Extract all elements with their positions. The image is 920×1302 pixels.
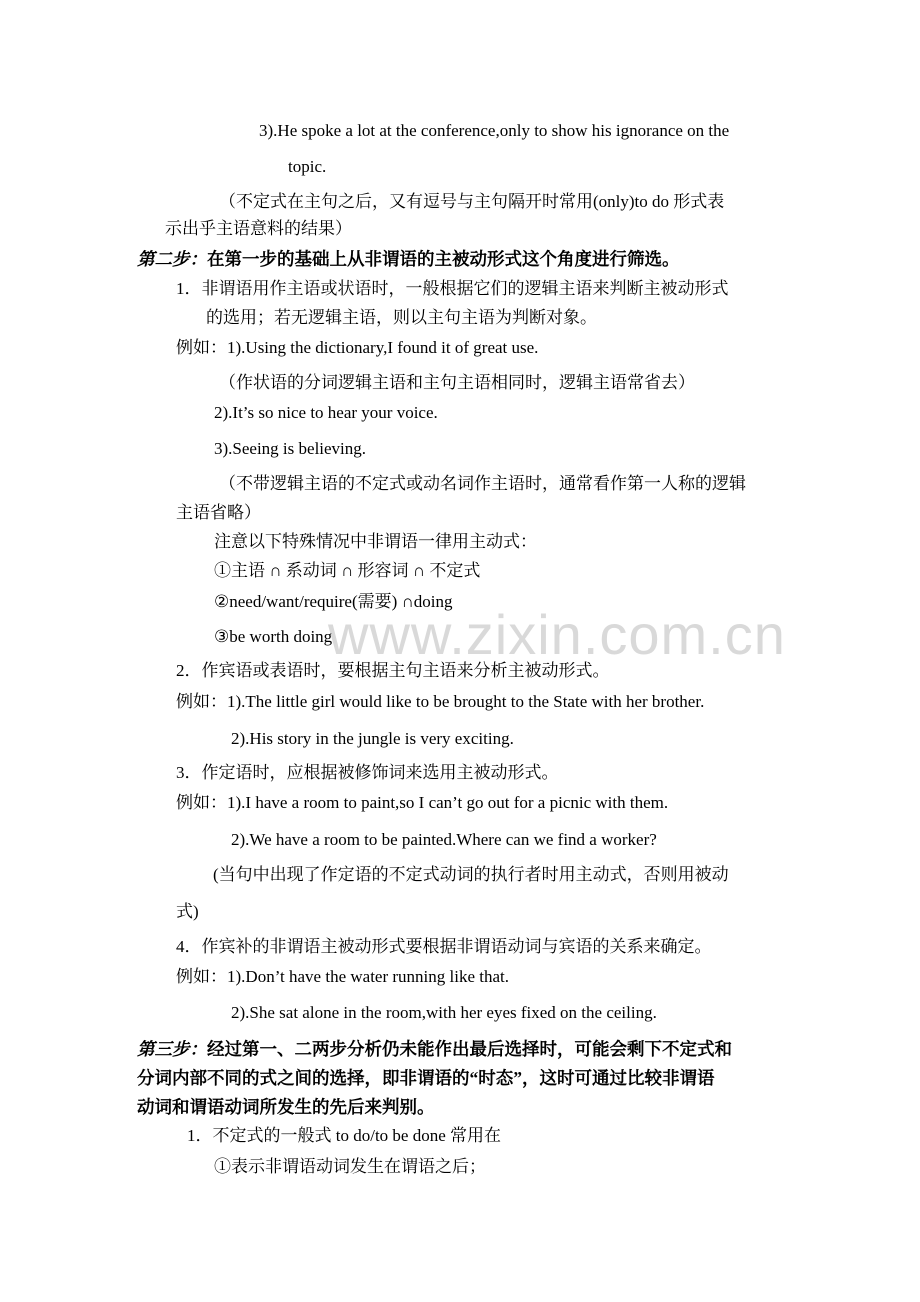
rule-3: 3．作定语时，应根据被修饰词来选用主被动形式。 (176, 763, 559, 782)
step-three-label: 第三步： (137, 1039, 207, 1059)
example-line: 2).It’s so nice to hear your voice. (214, 403, 438, 422)
example-line: 例如：1).Don’t have the water running like that. (176, 967, 509, 986)
special-case-item: ②need/want/require(需要) ∩doing (214, 592, 453, 611)
special-case-item: ①主语 ∩ 系动词 ∩ 形容词 ∩ 不定式 (214, 561, 481, 580)
example-line: 2).She sat alone in the room,with her eyes fixed on the ceiling. (231, 1003, 657, 1022)
step-three-cont: 分词内部不同的式之间的选择，即非谓语的“时态”，这时可通过比较非谓语 (137, 1068, 715, 1088)
rule-1: 1．非谓语用作主语或状语时，一般根据它们的逻辑主语来判断主被动形式 (176, 279, 729, 298)
special-case-item: ③be worth doing (214, 627, 333, 646)
special-cases-heading: 注意以下特殊情况中非谓语一律用主动式： (214, 532, 537, 551)
example-line: 例如：1).Using the dictionary,I found it of great use. (176, 338, 539, 357)
step-two-label: 第二步： (137, 249, 207, 269)
note-line: （作状语的分词逻辑主语和主句主语相同时，逻辑主语常省去） (219, 373, 695, 392)
step-three-text: 经过第一、二两步分析仍未能作出最后选择时，可能会剩下不定式和 (207, 1039, 732, 1059)
infinitive-rule: 1．不定式的一般式 to do/to be done 常用在 (187, 1126, 502, 1145)
step-three-cont: 动词和谓语动词所发生的先后来判别。 (137, 1097, 435, 1117)
infinitive-rule-item: ①表示非谓语动词发生在谓语之后； (214, 1157, 486, 1176)
example-line-cont: topic. (288, 157, 327, 176)
rule-4: 4．作宾补的非谓语主被动形式要根据非谓语动词与宾语的关系来确定。 (176, 937, 712, 956)
rule-2: 2．作宾语或表语时，要根据主句主语来分析主被动形式。 (176, 661, 610, 680)
example-line: 2).His story in the jungle is very exciting. (231, 729, 514, 748)
note-line: （不定式在主句之后，又有逗号与主句隔开时常用(only)to do 形式表 (219, 192, 725, 211)
step-two-text: 在第一步的基础上从非谓语的主被动形式这个角度进行筛选。 (207, 249, 680, 269)
rule-1-cont: 的选用；若无逻辑主语，则以主句主语为判断对象。 (206, 308, 597, 327)
note-line-cont: 式) (176, 902, 199, 921)
example-line: 3).Seeing is believing. (214, 439, 367, 458)
example-line: 3).He spoke a lot at the conference,only to show his ignorance on the (259, 121, 730, 140)
step-two-heading (137, 249, 680, 269)
note-line-cont: 示出乎主语意料的结果） (165, 219, 352, 238)
note-line-cont: 主语省略） (176, 503, 261, 522)
note-line: （不带逻辑主语的不定式或动名词作主语时，通常看作第一人称的逻辑 (219, 474, 746, 493)
example-line: 例如：1).I have a room to paint,so I can’t go out for a picnic with them. (176, 793, 669, 812)
step-three-heading (137, 1039, 732, 1059)
example-line: 例如：1).The little girl would like to be brought to the State with her brother. (176, 692, 705, 711)
example-line: 2).We have a room to be painted.Where can we find a worker? (231, 830, 657, 849)
watermark: www.zixin.com.cn (328, 603, 786, 666)
note-line: (当句中出现了作定语的不定式动词的执行者时用主动式，否则用被动 (213, 865, 729, 884)
